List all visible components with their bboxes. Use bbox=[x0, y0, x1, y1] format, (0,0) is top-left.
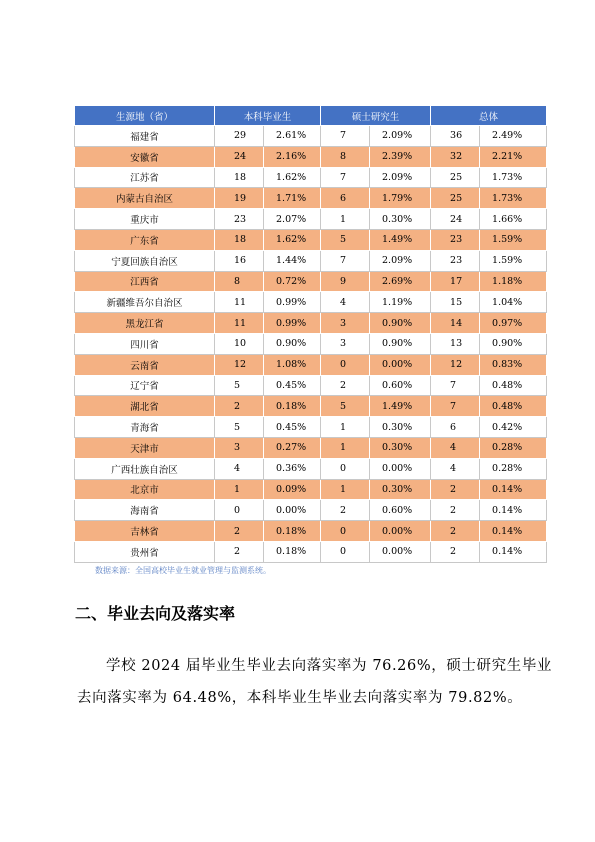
masters-count-cell: 0 bbox=[321, 541, 370, 562]
total-percent-cell: 1.59% bbox=[480, 250, 547, 271]
undergrad-count-cell: 12 bbox=[215, 354, 264, 375]
province-cell: 内蒙古自治区 bbox=[75, 188, 215, 209]
province-cell: 四川省 bbox=[75, 333, 215, 354]
total-percent-cell: 2.21% bbox=[480, 146, 547, 167]
masters-count-cell: 1 bbox=[321, 417, 370, 438]
total-count-cell: 2 bbox=[431, 500, 480, 521]
province-cell: 安徽省 bbox=[75, 146, 215, 167]
undergrad-percent-cell: 0.99% bbox=[264, 313, 321, 334]
undergrad-count-cell: 11 bbox=[215, 292, 264, 313]
province-cell: 新疆维吾尔自治区 bbox=[75, 292, 215, 313]
data-source-note: 数据来源：全国高校毕业生就业管理与监测系统。 bbox=[95, 566, 271, 575]
undergrad-count-cell: 0 bbox=[215, 500, 264, 521]
masters-count-cell: 2 bbox=[321, 375, 370, 396]
table-row bbox=[75, 354, 547, 375]
undergrad-percent-cell: 0.18% bbox=[264, 521, 321, 542]
undergrad-percent-cell: 0.90% bbox=[264, 333, 321, 354]
masters-percent-cell: 0.00% bbox=[370, 521, 431, 542]
undergrad-count-cell: 2 bbox=[215, 521, 264, 542]
total-percent-cell: 1.73% bbox=[480, 167, 547, 188]
province-cell: 福建省 bbox=[75, 126, 215, 147]
masters-percent-cell: 2.09% bbox=[370, 250, 431, 271]
masters-percent-cell: 0.90% bbox=[370, 313, 431, 334]
total-count-cell: 2 bbox=[431, 479, 480, 500]
masters-percent-cell: 0.60% bbox=[370, 500, 431, 521]
total-percent-cell: 0.48% bbox=[480, 375, 547, 396]
table-row bbox=[75, 229, 547, 250]
masters-percent-cell: 1.79% bbox=[370, 188, 431, 209]
province-cell: 江西省 bbox=[75, 271, 215, 292]
total-count-cell: 13 bbox=[431, 333, 480, 354]
undergrad-count-cell: 18 bbox=[215, 167, 264, 188]
masters-count-cell: 6 bbox=[321, 188, 370, 209]
masters-percent-cell: 2.09% bbox=[370, 126, 431, 147]
table-row bbox=[75, 396, 547, 417]
undergrad-percent-cell: 0.18% bbox=[264, 396, 321, 417]
total-percent-cell: 0.14% bbox=[480, 521, 547, 542]
total-percent-cell: 0.48% bbox=[480, 396, 547, 417]
undergrad-percent-cell: 0.18% bbox=[264, 541, 321, 562]
total-count-cell: 36 bbox=[431, 126, 480, 147]
masters-percent-cell: 1.19% bbox=[370, 292, 431, 313]
province-cell: 湖北省 bbox=[75, 396, 215, 417]
table-row bbox=[75, 479, 547, 500]
undergrad-count-cell: 29 bbox=[215, 126, 264, 147]
masters-count-cell: 1 bbox=[321, 437, 370, 458]
total-percent-cell: 1.59% bbox=[480, 229, 547, 250]
total-count-cell: 23 bbox=[431, 250, 480, 271]
header-undergraduate: 本科毕业生 bbox=[215, 106, 321, 126]
undergrad-percent-cell: 1.71% bbox=[264, 188, 321, 209]
undergrad-count-cell: 18 bbox=[215, 229, 264, 250]
undergrad-count-cell: 19 bbox=[215, 188, 264, 209]
province-cell: 宁夏回族自治区 bbox=[75, 250, 215, 271]
total-percent-cell: 1.73% bbox=[480, 188, 547, 209]
total-count-cell: 14 bbox=[431, 313, 480, 334]
province-cell: 吉林省 bbox=[75, 521, 215, 542]
undergrad-count-cell: 4 bbox=[215, 458, 264, 479]
masters-count-cell: 5 bbox=[321, 229, 370, 250]
undergrad-count-cell: 2 bbox=[215, 541, 264, 562]
table-row bbox=[75, 521, 547, 542]
table-row bbox=[75, 271, 547, 292]
total-count-cell: 2 bbox=[431, 521, 480, 542]
masters-count-cell: 7 bbox=[321, 167, 370, 188]
total-count-cell: 32 bbox=[431, 146, 480, 167]
masters-count-cell: 3 bbox=[321, 333, 370, 354]
masters-count-cell: 5 bbox=[321, 396, 370, 417]
table-row bbox=[75, 500, 547, 521]
table-row bbox=[75, 146, 547, 167]
province-cell: 青海省 bbox=[75, 417, 215, 438]
masters-percent-cell: 2.69% bbox=[370, 271, 431, 292]
section-heading: 二、毕业去向及落实率 bbox=[75, 604, 236, 623]
table-body bbox=[75, 126, 547, 563]
undergrad-percent-cell: 2.16% bbox=[264, 146, 321, 167]
total-count-cell: 24 bbox=[431, 209, 480, 230]
province-cell: 广西壮族自治区 bbox=[75, 458, 215, 479]
masters-percent-cell: 1.49% bbox=[370, 396, 431, 417]
masters-count-cell: 7 bbox=[321, 126, 370, 147]
masters-count-cell: 2 bbox=[321, 500, 370, 521]
undergrad-percent-cell: 0.45% bbox=[264, 417, 321, 438]
masters-count-cell: 3 bbox=[321, 313, 370, 334]
undergrad-percent-cell: 0.36% bbox=[264, 458, 321, 479]
undergrad-count-cell: 5 bbox=[215, 417, 264, 438]
masters-percent-cell: 2.09% bbox=[370, 167, 431, 188]
province-cell: 江苏省 bbox=[75, 167, 215, 188]
total-percent-cell: 0.97% bbox=[480, 313, 547, 334]
undergrad-count-cell: 11 bbox=[215, 313, 264, 334]
undergrad-percent-cell: 2.61% bbox=[264, 126, 321, 147]
total-count-cell: 15 bbox=[431, 292, 480, 313]
masters-percent-cell: 0.00% bbox=[370, 354, 431, 375]
total-percent-cell: 0.14% bbox=[480, 479, 547, 500]
total-count-cell: 4 bbox=[431, 458, 480, 479]
total-count-cell: 4 bbox=[431, 437, 480, 458]
table-row bbox=[75, 437, 547, 458]
table-row bbox=[75, 541, 547, 562]
total-percent-cell: 0.83% bbox=[480, 354, 547, 375]
undergrad-percent-cell: 0.09% bbox=[264, 479, 321, 500]
masters-percent-cell: 0.00% bbox=[370, 541, 431, 562]
total-count-cell: 7 bbox=[431, 396, 480, 417]
total-count-cell: 6 bbox=[431, 417, 480, 438]
total-percent-cell: 0.90% bbox=[480, 333, 547, 354]
undergrad-percent-cell: 0.00% bbox=[264, 500, 321, 521]
masters-percent-cell: 0.30% bbox=[370, 209, 431, 230]
table-row bbox=[75, 188, 547, 209]
undergrad-count-cell: 3 bbox=[215, 437, 264, 458]
masters-count-cell: 9 bbox=[321, 271, 370, 292]
masters-percent-cell: 0.00% bbox=[370, 458, 431, 479]
body-paragraph bbox=[77, 650, 557, 714]
undergrad-percent-cell: 2.07% bbox=[264, 209, 321, 230]
province-cell: 天津市 bbox=[75, 437, 215, 458]
masters-percent-cell: 0.90% bbox=[370, 333, 431, 354]
province-cell: 重庆市 bbox=[75, 209, 215, 230]
total-percent-cell: 1.04% bbox=[480, 292, 547, 313]
total-count-cell: 17 bbox=[431, 271, 480, 292]
undergrad-count-cell: 10 bbox=[215, 333, 264, 354]
undergrad-percent-cell: 1.44% bbox=[264, 250, 321, 271]
masters-percent-cell: 1.49% bbox=[370, 229, 431, 250]
province-cell: 广东省 bbox=[75, 229, 215, 250]
undergrad-count-cell: 1 bbox=[215, 479, 264, 500]
masters-percent-cell: 0.30% bbox=[370, 479, 431, 500]
masters-percent-cell: 0.60% bbox=[370, 375, 431, 396]
masters-percent-cell: 0.30% bbox=[370, 417, 431, 438]
header-masters: 硕士研究生 bbox=[321, 106, 431, 126]
total-percent-cell: 0.14% bbox=[480, 500, 547, 521]
province-cell: 辽宁省 bbox=[75, 375, 215, 396]
undergrad-count-cell: 23 bbox=[215, 209, 264, 230]
masters-percent-cell: 0.30% bbox=[370, 437, 431, 458]
total-count-cell: 7 bbox=[431, 375, 480, 396]
province-cell: 贵州省 bbox=[75, 541, 215, 562]
table-row bbox=[75, 250, 547, 271]
masters-count-cell: 0 bbox=[321, 354, 370, 375]
masters-count-cell: 8 bbox=[321, 146, 370, 167]
undergrad-count-cell: 8 bbox=[215, 271, 264, 292]
undergrad-percent-cell: 1.62% bbox=[264, 167, 321, 188]
total-percent-cell: 0.42% bbox=[480, 417, 547, 438]
header-province: 生源地（省） bbox=[75, 106, 215, 126]
table-row bbox=[75, 458, 547, 479]
undergrad-count-cell: 16 bbox=[215, 250, 264, 271]
table-row bbox=[75, 167, 547, 188]
masters-count-cell: 0 bbox=[321, 521, 370, 542]
total-percent-cell: 2.49% bbox=[480, 126, 547, 147]
masters-percent-cell: 2.39% bbox=[370, 146, 431, 167]
undergrad-percent-cell: 0.27% bbox=[264, 437, 321, 458]
masters-count-cell: 4 bbox=[321, 292, 370, 313]
table-row bbox=[75, 417, 547, 438]
total-count-cell: 23 bbox=[431, 229, 480, 250]
table-row bbox=[75, 292, 547, 313]
undergrad-count-cell: 5 bbox=[215, 375, 264, 396]
total-percent-cell: 0.28% bbox=[480, 458, 547, 479]
province-cell: 黑龙江省 bbox=[75, 313, 215, 334]
table-row bbox=[75, 333, 547, 354]
table-row bbox=[75, 375, 547, 396]
table-row bbox=[75, 313, 547, 334]
undergrad-percent-cell: 0.45% bbox=[264, 375, 321, 396]
masters-count-cell: 1 bbox=[321, 209, 370, 230]
total-count-cell: 2 bbox=[431, 541, 480, 562]
total-percent-cell: 0.28% bbox=[480, 437, 547, 458]
masters-count-cell: 7 bbox=[321, 250, 370, 271]
total-percent-cell: 1.18% bbox=[480, 271, 547, 292]
undergrad-percent-cell: 1.08% bbox=[264, 354, 321, 375]
masters-count-cell: 1 bbox=[321, 479, 370, 500]
total-count-cell: 25 bbox=[431, 188, 480, 209]
undergrad-percent-cell: 0.72% bbox=[264, 271, 321, 292]
enrollment-by-province-table bbox=[74, 105, 547, 563]
undergrad-percent-cell: 1.62% bbox=[264, 229, 321, 250]
header-total: 总体 bbox=[431, 106, 547, 126]
total-percent-cell: 1.66% bbox=[480, 209, 547, 230]
total-count-cell: 12 bbox=[431, 354, 480, 375]
table-row bbox=[75, 209, 547, 230]
table-header-row bbox=[75, 106, 547, 126]
undergrad-count-cell: 24 bbox=[215, 146, 264, 167]
province-cell: 海南省 bbox=[75, 500, 215, 521]
undergrad-count-cell: 2 bbox=[215, 396, 264, 417]
total-percent-cell: 0.14% bbox=[480, 541, 547, 562]
paragraph-text: 学校 2024 届毕业生毕业去向落实率为 76.26%，硕士研究生毕业去向落实率为 64.48%，本科毕业生毕业去向落实率为 79.82%。 bbox=[77, 658, 553, 706]
total-count-cell: 25 bbox=[431, 167, 480, 188]
province-cell: 云南省 bbox=[75, 354, 215, 375]
masters-count-cell: 0 bbox=[321, 458, 370, 479]
province-cell: 北京市 bbox=[75, 479, 215, 500]
table-row bbox=[75, 126, 547, 147]
undergrad-percent-cell: 0.99% bbox=[264, 292, 321, 313]
